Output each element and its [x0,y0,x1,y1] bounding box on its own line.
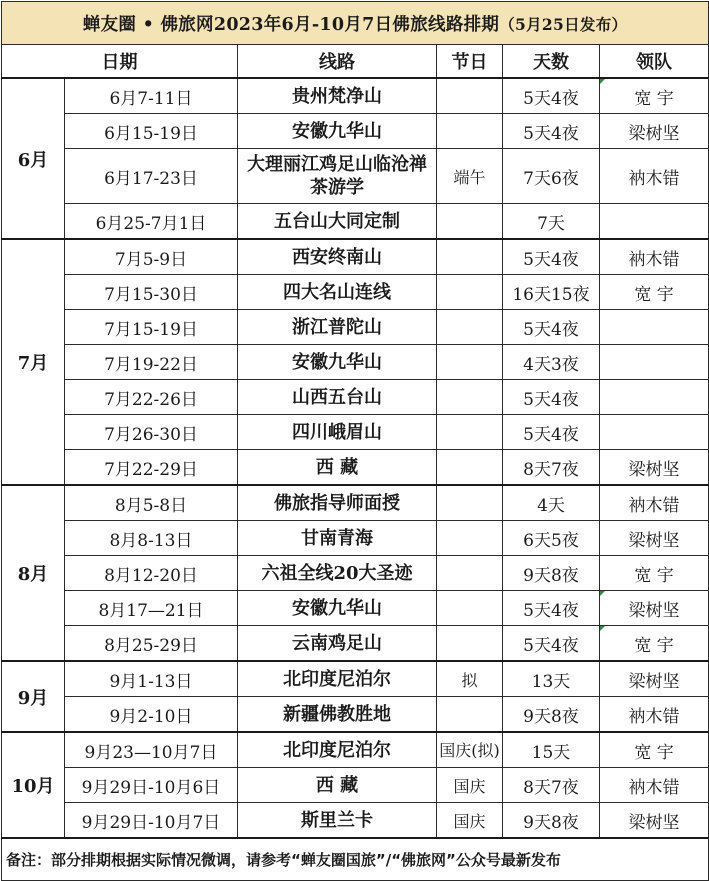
trip-route: 新疆佛教胜地 [238,697,437,733]
trip-days: 6天5夜 [503,521,600,556]
trip-route: 五台山大同定制 [238,204,437,240]
trip-route: 西 藏 [238,450,437,486]
table-row [2,239,709,275]
footer-row [2,838,709,881]
trip-days: 16天15夜 [503,275,600,310]
sheet-title-cell [2,2,709,45]
table-row [2,450,709,486]
trip-festival [437,697,503,733]
trip-leader: 衲木错 [600,485,709,521]
trip-route: 安徽九华山 [238,114,437,149]
trip-days: 7天6夜 [503,149,600,204]
trip-date: 6月17-23日 [65,149,238,204]
trip-leader: 宽 宇 [600,556,709,591]
trip-date: 8月25-29日 [65,626,238,662]
trip-days: 5天4夜 [503,415,600,450]
trip-date: 9月23—10月7日 [65,732,238,768]
trip-date: 9月2-10日 [65,697,238,733]
month-label: 8月 [2,485,65,661]
trip-leader: 衲木错 [600,149,709,204]
schedule-table-body [2,2,709,881]
month-label: 9月 [2,661,65,732]
table-row [2,485,709,521]
trip-days: 4天 [503,485,600,521]
table-row [2,114,709,149]
table-row [2,204,709,240]
sheet-title-note: （5月25日发布） [499,14,628,34]
trip-route: 大理丽江鸡足山临沧禅茶游学 [238,149,437,204]
trip-days: 5天4夜 [503,591,600,626]
trip-leader [600,345,709,380]
trip-festival [437,275,503,310]
month-label: 7月 [2,239,65,485]
trip-festival [437,768,503,803]
trip-festival [437,485,503,521]
table-row [2,78,709,114]
trip-festival [437,415,503,450]
trip-festival [437,380,503,415]
trip-route: 西安终南山 [238,239,437,275]
trip-days: 8天7夜 [503,768,600,803]
trip-festival [437,591,503,626]
trip-route: 贵州梵净山 [238,78,437,114]
trip-route: 佛旅指导师面授 [238,485,437,521]
trip-leader: 衲木错 [600,697,709,733]
table-row [2,310,709,345]
table-row [2,149,709,204]
trip-days: 8天7夜 [503,450,600,486]
trip-festival [437,78,503,114]
trip-festival [437,239,503,275]
trip-leader: 梁树坚 [600,450,709,486]
trip-date: 7月22-29日 [65,450,238,486]
sheet-title: 蝉友圈 • 佛旅网2023年6月-10月7日佛旅线路排期 [82,14,500,35]
trip-leader: 衲木错 [600,239,709,275]
trip-date: 8月12-20日 [65,556,238,591]
trip-days: 5天4夜 [503,114,600,149]
trip-leader: 衲木错 [600,768,709,803]
trip-date: 6月15-19日 [65,114,238,149]
header-days: 天数 [503,45,600,79]
header-leader: 领队 [600,45,709,79]
trip-route: 安徽九华山 [238,345,437,380]
header-row [2,45,709,79]
trip-days: 5天4夜 [503,380,600,415]
table-row [2,521,709,556]
trip-leader: 宽 宇 [600,275,709,310]
trip-date: 7月5-9日 [65,239,238,275]
trip-route: 六祖全线20大圣迹 [238,556,437,591]
header-festival: 节日 [437,45,503,79]
trip-festival [437,450,503,486]
trip-days: 5天4夜 [503,310,600,345]
table-row [2,626,709,662]
trip-days: 9天8夜 [503,556,600,591]
month-label: 6月 [2,78,65,239]
table-row [2,556,709,591]
trip-route: 甘南青海 [238,521,437,556]
trip-date: 8月17—21日 [65,591,238,626]
trip-days: 5天4夜 [503,626,600,662]
trip-leader [600,415,709,450]
trip-festival-text: 国庆 [453,776,486,796]
trip-route: 安徽九华山 [238,591,437,626]
trip-days: 5天4夜 [503,239,600,275]
header-route: 线路 [238,45,437,79]
trip-festival [437,732,503,768]
trip-leader: 宽 宇 [600,626,709,662]
trip-leader: 梁树坚 [600,591,709,626]
trip-festival [437,345,503,380]
trip-date: 8月8-13日 [65,521,238,556]
trip-festival [437,556,503,591]
trip-festival [437,626,503,662]
trip-days: 13天 [503,661,600,697]
trip-date: 7月15-30日 [65,275,238,310]
trip-days: 5天4夜 [503,78,600,114]
trip-route: 四川峨眉山 [238,415,437,450]
trip-route: 北印度尼泊尔 [238,661,437,697]
trip-days: 7天 [503,204,600,240]
trip-route: 北印度尼泊尔 [238,732,437,768]
month-label: 10月 [2,732,65,838]
trip-date: 7月22-26日 [65,380,238,415]
trip-festival [437,521,503,556]
header-date: 日期 [2,45,238,79]
trip-leader: 梁树坚 [600,803,709,839]
table-row [2,591,709,626]
trip-route: 山西五台山 [238,380,437,415]
footer-note: 备注：部分排期根据实际情况微调，请参考“蝉友圈国旅”/“佛旅网”公众号最新发布 [2,838,709,881]
table-row [2,768,709,803]
table-row [2,275,709,310]
trip-festival [437,310,503,345]
trip-festival [437,661,503,697]
trip-leader: 梁树坚 [600,521,709,556]
trip-festival-text: 端午 [453,167,486,187]
trip-leader [600,310,709,345]
trip-festival [437,803,503,839]
trip-date: 6月7-11日 [65,78,238,114]
trip-date: 7月19-22日 [65,345,238,380]
trip-route: 浙江普陀山 [238,310,437,345]
trip-days: 9天8夜 [503,803,600,839]
trip-leader [600,380,709,415]
trip-days: 4天3夜 [503,345,600,380]
trip-date: 9月29日-10月7日 [65,803,238,839]
trip-leader: 宽 宇 [600,78,709,114]
table-row [2,803,709,839]
trip-days: 15天 [503,732,600,768]
trip-date: 9月29日-10月6日 [65,768,238,803]
table-row [2,415,709,450]
trip-festival-text: 国庆 [453,811,486,831]
table-row [2,380,709,415]
trip-leader [600,204,709,240]
schedule-table [1,1,709,881]
trip-date: 9月1-13日 [65,661,238,697]
trip-date: 7月26-30日 [65,415,238,450]
trip-route: 云南鸡足山 [238,626,437,662]
trip-festival [437,204,503,240]
trip-days: 9天8夜 [503,697,600,733]
trip-date: 8月5-8日 [65,485,238,521]
table-row [2,661,709,697]
trip-festival-text: 国庆(拟) [439,741,500,760]
trip-festival [437,149,503,204]
trip-route: 四大名山连线 [238,275,437,310]
table-row [2,345,709,380]
trip-route: 西 藏 [238,768,437,803]
trip-route: 斯里兰卡 [238,803,437,839]
table-row [2,732,709,768]
trip-festival [437,114,503,149]
trip-leader: 梁树坚 [600,114,709,149]
trip-date: 6月25-7月1日 [65,204,238,240]
table-row [2,697,709,733]
trip-leader: 宽 宇 [600,732,709,768]
trip-festival-text: 拟 [461,670,478,690]
trip-leader: 梁树坚 [600,661,709,697]
trip-date: 7月15-19日 [65,310,238,345]
